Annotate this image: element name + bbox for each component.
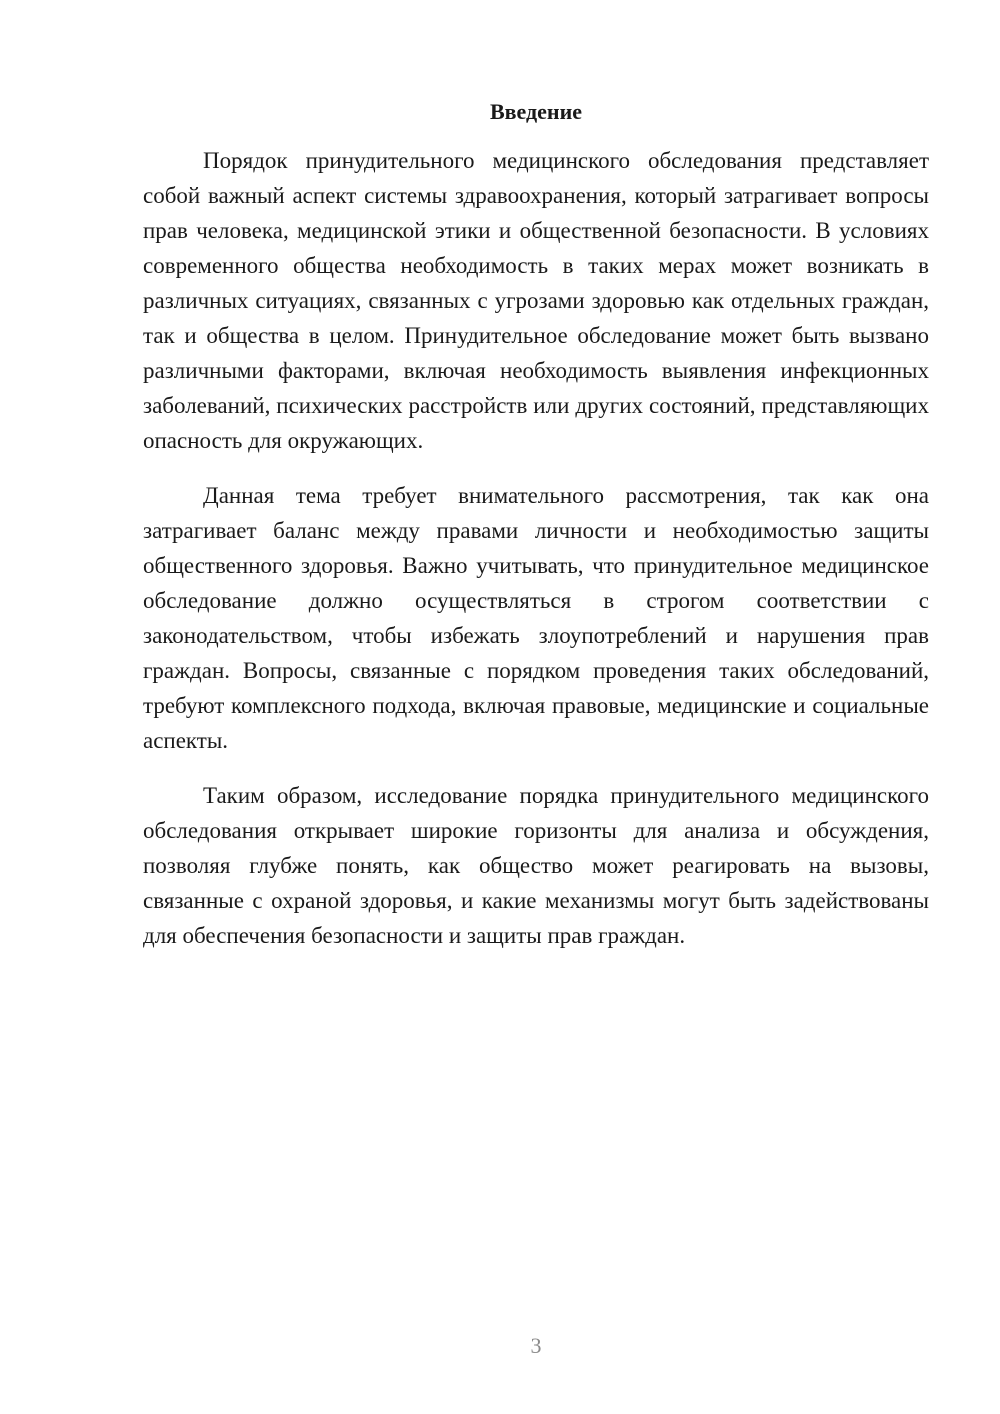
paragraph-1: Порядок принудительного медицинского обследования представляет собой важный аспект системы здравоохранения, который затрагивает вопросы прав человека, медицинской этики и общественной безопасности. В условиях современного общества необходимость в таких мерах может возникать в различных ситуациях, связанных с угрозами здоровью как отдельных граждан, так и общества в целом. Принудительное обследование может быть вызвано различными факторами, включая необходимость выявления инфекционных заболеваний, психических расстройств или других состояний, представляющих опасность для окружающих. xyxy=(143,148,929,453)
paragraph-2: Данная тема требует внимательного рассмотрения, так как она затрагивает баланс между правами личности и необходимостью защиты общественного здоровья. Важно учитывать, что принудительное медицинское обследование должно осуществляться в строгом соответствии с законодательством, чтобы избежать злоупотреблений и нарушения прав граждан. Вопросы, связанные с порядком проведения таких обследований, требуют комплексного подхода, включая правовые, медицинские и социальные аспекты. xyxy=(143,483,929,753)
paragraph-3: Таким образом, исследование порядка принудительного медицинского обследования открывает широкие горизонты для анализа и обсуждения, позволяя глубже понять, как общество может реагировать на вызовы, связанные с охраной здоровья, и какие механизмы могут быть задействованы для обеспечения безопасности и защиты прав граждан. xyxy=(143,783,929,948)
section-heading: Введение xyxy=(489,99,583,124)
body-text xyxy=(143,143,929,973)
page-number: 3 xyxy=(530,1333,542,1358)
